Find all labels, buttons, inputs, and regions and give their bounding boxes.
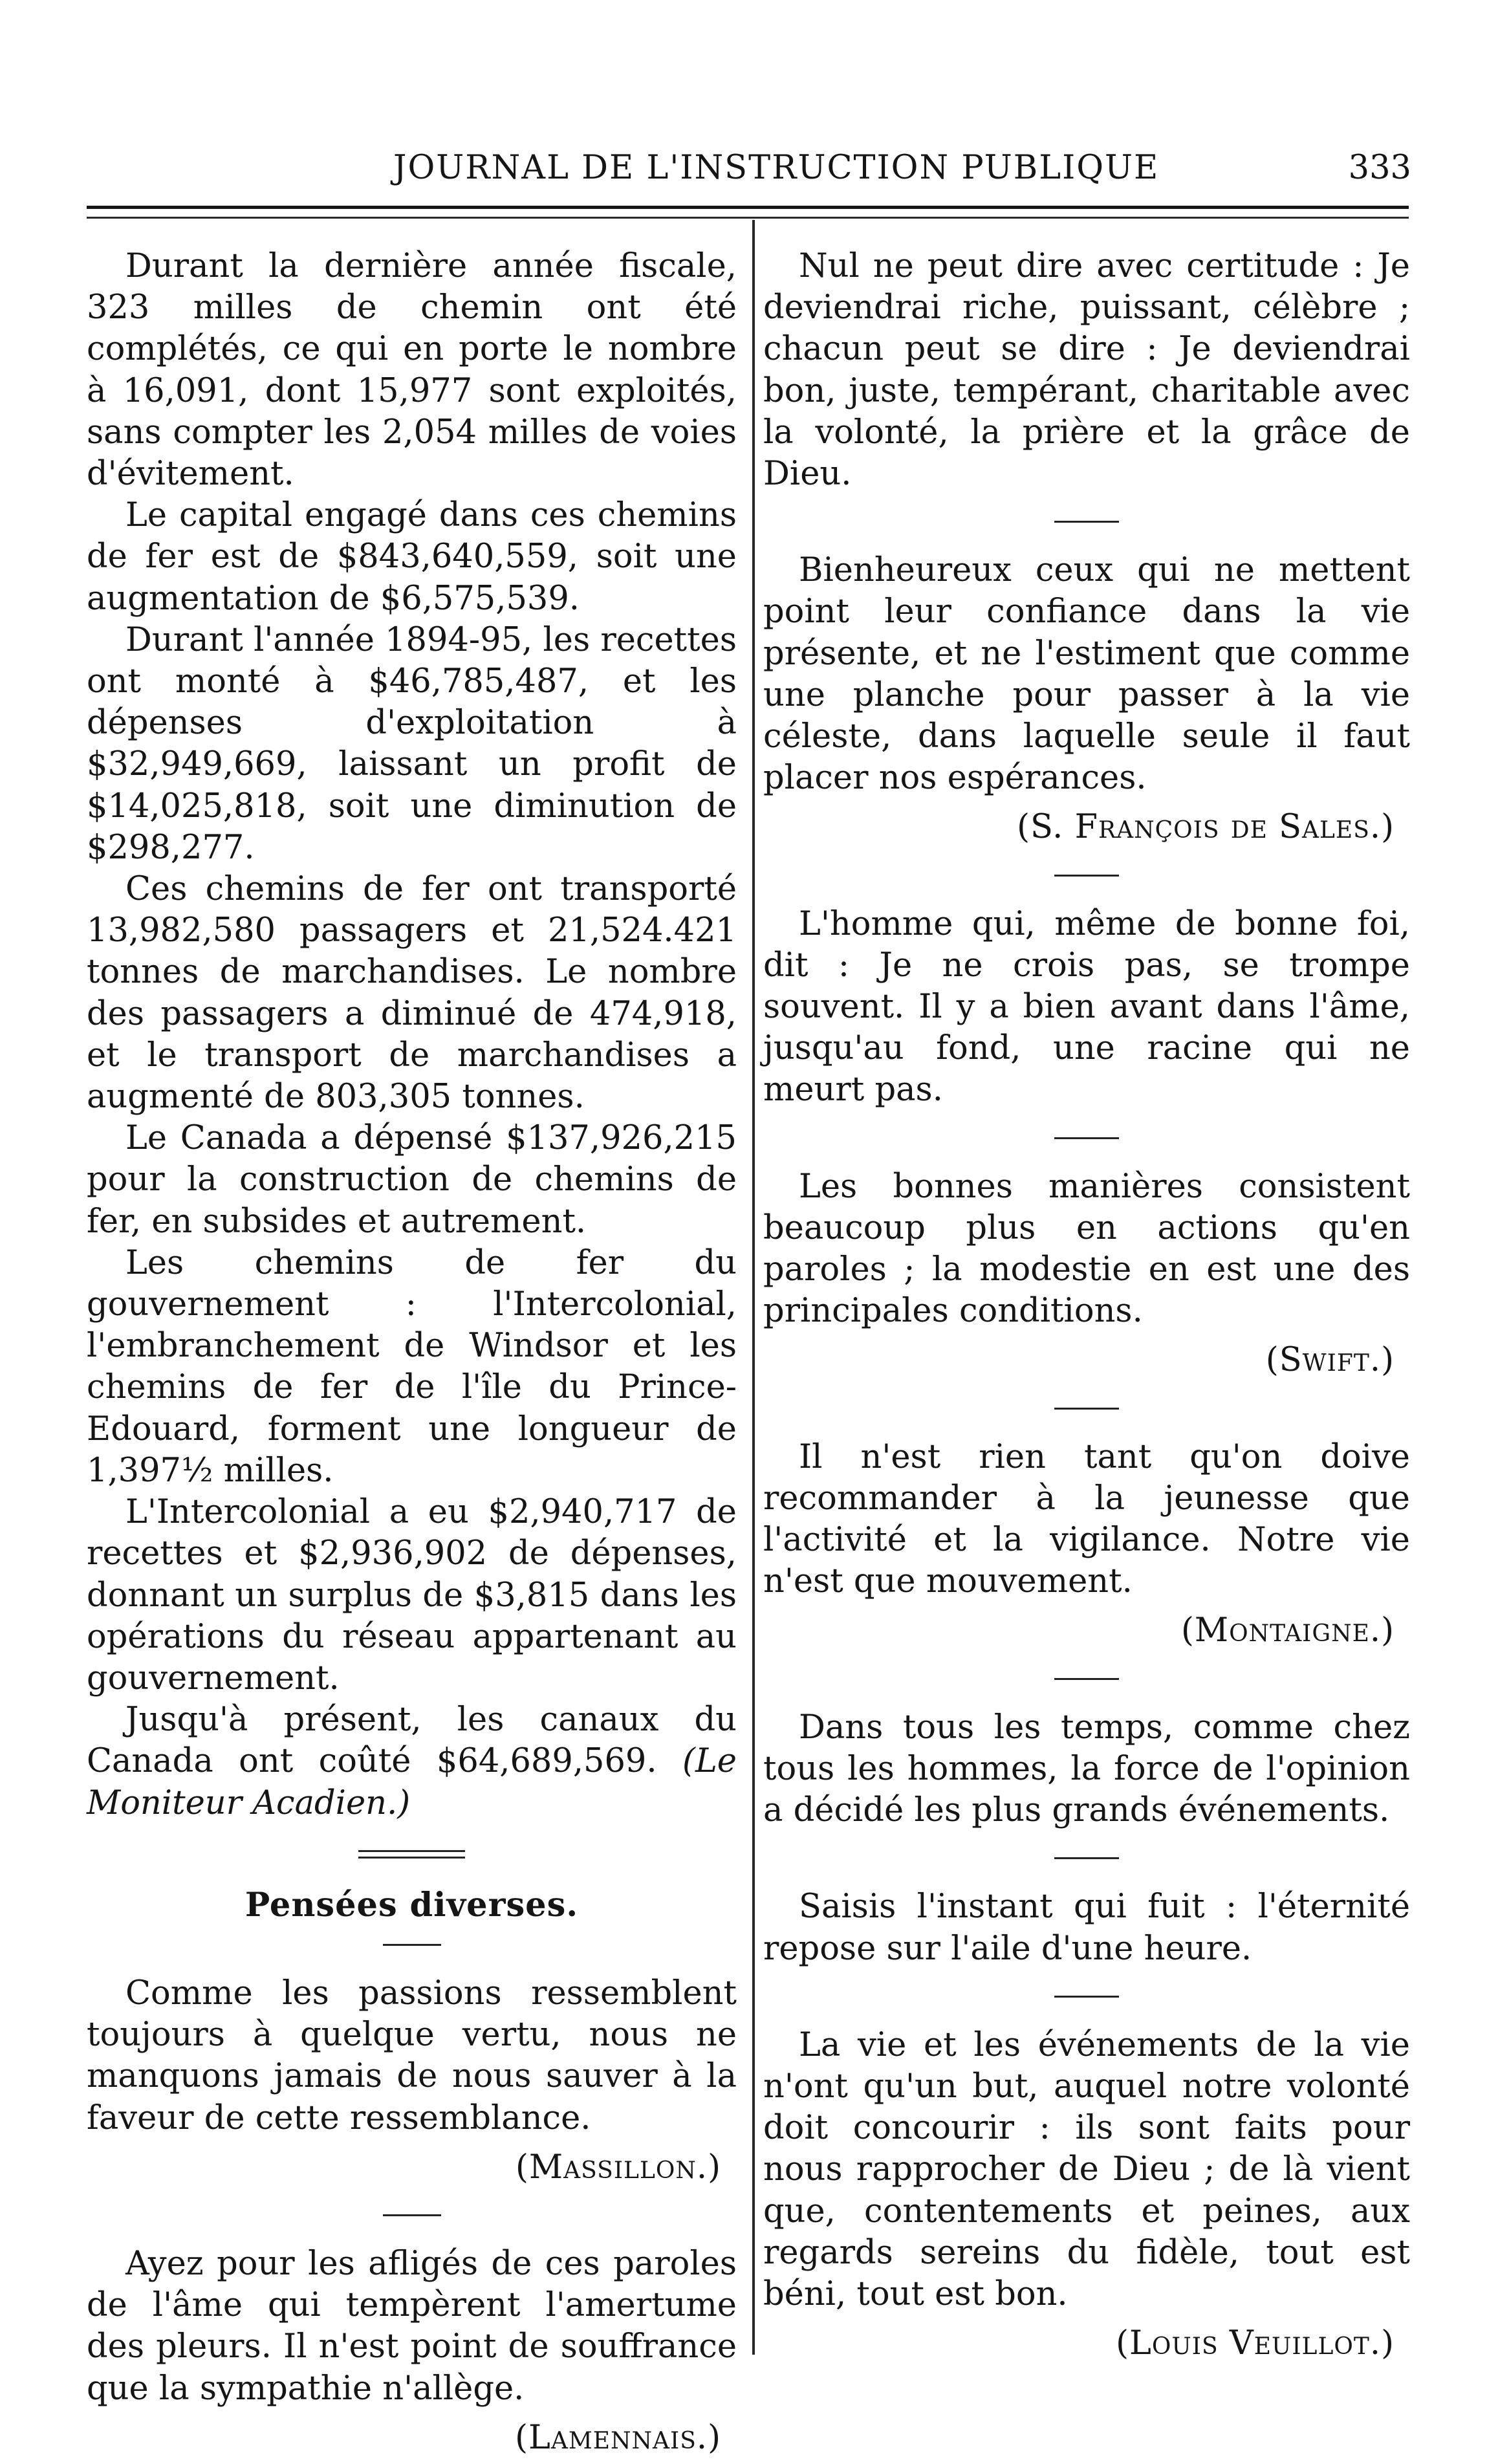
thought-text: Les bonnes manières consistent beaucoup plus en actions qu'en paroles ; la modestie en est une des principales conditions.	[763, 1167, 1410, 1331]
thought-separator	[1054, 1857, 1119, 1859]
section-separator	[358, 1850, 465, 1859]
thought-text: Il n'est rien tant qu'on doive recommander à la jeunesse que l'activité et la vigilance. Notre vie n'est que mouvement.	[763, 1437, 1410, 1601]
header-rule-thick	[87, 206, 1409, 209]
article-paragraph: Ces chemins de fer ont transporté 13,982,580 passagers et 21,524.421 tonnes de marchandises. Le nombre des passagers a diminué de 474,918, et le transport de marchandises a augmenté de 803,305 tonnes.	[87, 870, 737, 1117]
thought-separator	[1054, 1678, 1119, 1680]
thought-text: Saisis l'instant qui fuit : l'éternité repose sur l'aile d'une heure.	[763, 1888, 1410, 1968]
running-title: JOURNAL DE L'INSTRUCTION PUBLIQUE	[393, 149, 1160, 187]
thought-separator	[383, 2214, 441, 2216]
thought-author: (Massillon.)	[516, 2148, 721, 2186]
thought-separator	[1054, 875, 1119, 877]
thought-author: (S. François de Sales.)	[1017, 808, 1395, 847]
section-title: Pensées diverses.	[244, 1885, 579, 1924]
thought-separator	[1054, 1408, 1119, 1410]
thought-text: Ayez pour les afligés de ces paroles de l'âme qui tempèrent l'amertume des pleurs. Il n'est point de souffrance que la sympathie n'allège.	[87, 2244, 737, 2408]
page-number: 333	[1348, 149, 1411, 187]
thought-text: Comme les passions ressemblent toujours à quelque vertu, nous ne manquons jamais de nous sauver à la faveur de cette ressemblance.	[87, 1974, 737, 2137]
thought-separator	[383, 1944, 441, 1946]
thought-separator	[1054, 1996, 1119, 1998]
page-header	[84, 137, 1411, 195]
thought-author: (Lamennais.)	[515, 2418, 721, 2457]
thought-author: (Montaigne.)	[1180, 1611, 1395, 1650]
thought-text: Nul ne peut dire avec certitude : Je deviendrai riche, puissant, célèbre ; chacun peut se dire : Je deviendrai bon, juste, tempérant, charitable avec la volonté, la prière et la grâce de Dieu.	[763, 247, 1410, 494]
thought-separator	[1054, 521, 1119, 523]
header-rule-thin	[87, 217, 1409, 219]
thought-text: Bienheureux ceux qui ne mettent point leur confiance dans la vie présente, et ne l'estiment que comme une planche pour passer à la vie céleste, dans laquelle seule il faut placer nos espérances.	[763, 551, 1410, 798]
thought-text: La vie et les événements de la vie n'ont qu'un but, auquel notre volonté doit concourir : ils sont faits pour nous rapprocher de Dieu ; de là vient que, contentements et peines, aux regards sereins du fidèle, tout est béni, tout est bon.	[763, 2025, 1410, 2313]
thought-text: L'homme qui, même de bonne foi, dit : Je ne crois pas, se trompe souvent. Il y a bien avant dans l'âme, jusqu'au fond, une racine qui ne meurt pas.	[763, 904, 1410, 1109]
article-paragraph-text: Jusqu'à présent, les canaux du Canada ont coûté $64,689,569.	[87, 1701, 737, 1781]
column-divider	[752, 220, 755, 2355]
article-paragraph: Le Canada a dépensé $137,926,215 pour la construction de chemins de fer, en subsides et autrement.	[87, 1119, 737, 1241]
thought-author: (Swift.)	[1265, 1341, 1395, 1380]
article-paragraph: Le capital engagé dans ces chemins de fer est de $843,640,559, soit une augmentation de $6,575,539.	[87, 496, 737, 618]
thought-text: Dans tous les temps, comme chez tous les hommes, la force de l'opinion a décidé les plus grands événements.	[763, 1708, 1410, 1830]
article-paragraph: L'Intercolonial a eu $2,940,717 de recettes et $2,936,902 de dépenses, donnant un surplus de $3,815 dans les opérations du réseau appartenant au gouvernement.	[87, 1493, 737, 1697]
left-column	[87, 246, 737, 2464]
article-paragraph: Durant la dernière année fiscale, 323 milles de chemin ont été complétés, ce qui en porte le nombre à 16,091, dont 15,977 sont exploités, sans compter les 2,054 milles de voies d'évitement.	[87, 247, 737, 494]
article-source: (Le Moniteur Acadien.)	[87, 1742, 737, 1822]
article-paragraph: Durant l'année 1894-95, les recettes ont monté à $46,785,487, et les dépenses d'exploitation à $32,949,669, laissant un profit de $14,025,818, soit une diminution de $298,277.	[87, 620, 737, 867]
thought-author: (Louis Veuillot.)	[1116, 2324, 1395, 2363]
article-paragraph-final	[87, 1699, 737, 1824]
article-paragraph: Les chemins de fer du gouvernement : l'Intercolonial, l'embranchement de Windsor et les chemins de fer de l'île du Prince-Edouard, forment une longueur de 1,397½ milles.	[87, 1243, 737, 1490]
right-column	[763, 246, 1410, 2370]
thought-separator	[1054, 1137, 1119, 1139]
